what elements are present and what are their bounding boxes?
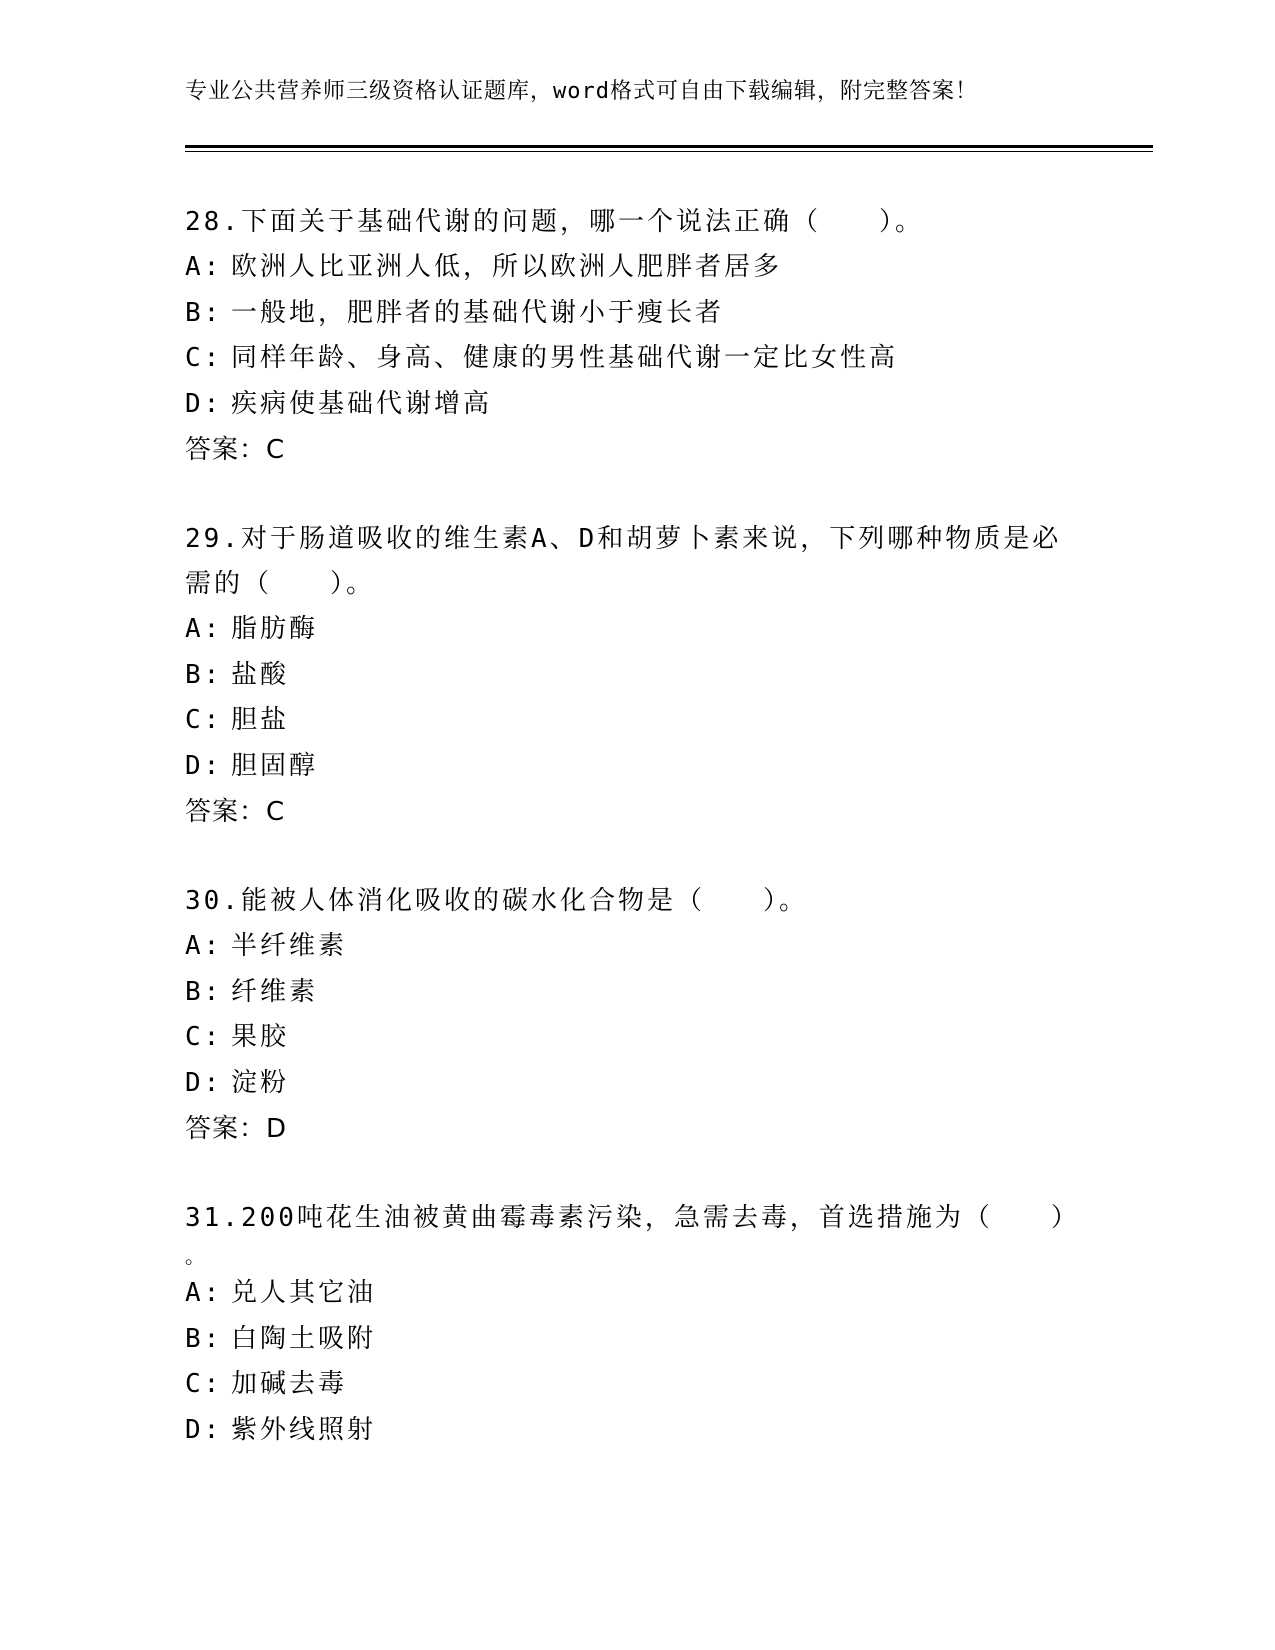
header-rule-thin [185, 151, 1153, 152]
option-text: 欧洲人比亚洲人低，所以欧洲人肥胖者居多 [231, 252, 783, 282]
question-stem [185, 1196, 1080, 1271]
question-stem [185, 200, 1075, 245]
option-text: 果胶 [231, 1022, 290, 1052]
option-text: 半纤维素 [231, 931, 348, 961]
option-key: D: [185, 1414, 223, 1445]
option-text: 兑人其它油 [231, 1278, 377, 1308]
option-text: 白陶土吸附 [231, 1323, 377, 1354]
option-key: B: [185, 1323, 223, 1354]
option-key: A: [185, 1278, 223, 1308]
option-text: 淀粉 [231, 1067, 290, 1098]
question-stem-text: 29.对于肠道吸收的维生素A、D和胡萝卜素来说，下列哪种物质是必需的（ ）。 [185, 524, 1062, 599]
question-stem-trail: 。 [185, 1244, 208, 1268]
option-key: D: [185, 1067, 223, 1098]
option-key: A: [185, 252, 223, 282]
option-b [185, 653, 1075, 699]
option-key: B: [185, 659, 223, 690]
option-b [185, 1317, 1075, 1363]
question-stem [185, 517, 1075, 607]
option-key: D: [185, 388, 223, 419]
option-key: A: [185, 931, 223, 961]
option-c [185, 1015, 1075, 1061]
question-stem-text: 30.能被人体消化吸收的碳水化合物是（ ）。 [185, 886, 808, 916]
option-key: C: [185, 705, 223, 735]
question-stem-text: 31.200吨花生油被黄曲霉毒素污染，急需去毒，首选措施为（ ） [185, 1203, 1080, 1233]
option-text: 脂肪酶 [231, 614, 319, 644]
question-31 [185, 1196, 1080, 1453]
option-c [185, 698, 1075, 744]
question-28 [185, 200, 1075, 473]
option-c [185, 336, 1075, 382]
option-key: B: [185, 297, 223, 328]
option-text: 胆盐 [231, 705, 290, 735]
answer-line: 答案：D [185, 1114, 288, 1144]
option-d [185, 1408, 1075, 1454]
option-text: 紫外线照射 [231, 1414, 377, 1445]
option-d [185, 382, 1075, 428]
option-text: 疾病使基础代谢增高 [231, 388, 493, 419]
page-header: 专业公共营养师三级资格认证题库，word格式可自由下载编辑，附完整答案！ [185, 79, 978, 104]
question-stem-text: 28.下面关于基础代谢的问题，哪一个说法正确（ ）。 [185, 207, 924, 237]
option-text: 一般地，肥胖者的基础代谢小于瘦长者 [231, 297, 725, 328]
option-a [185, 607, 1075, 653]
header-rule-thick [185, 145, 1153, 148]
option-key: A: [185, 614, 223, 644]
option-text: 加碱去毒 [231, 1369, 348, 1399]
option-d [185, 1061, 1075, 1107]
option-key: C: [185, 343, 223, 373]
option-key: C: [185, 1022, 223, 1052]
question-list [185, 200, 1080, 1497]
option-a [185, 245, 1075, 291]
option-a [185, 1271, 1075, 1317]
answer-line: 答案：C [185, 797, 286, 827]
option-text: 纤维素 [231, 976, 319, 1007]
option-b [185, 970, 1075, 1016]
question-stem [185, 879, 1075, 924]
question-30 [185, 879, 1075, 1152]
option-d [185, 744, 1075, 790]
option-a [185, 924, 1075, 970]
option-c [185, 1362, 1075, 1408]
question-29 [185, 517, 1075, 835]
option-b [185, 291, 1075, 337]
option-text: 同样年龄、身高、健康的男性基础代谢一定比女性高 [231, 343, 899, 373]
option-key: C: [185, 1369, 223, 1399]
answer-line: 答案：C [185, 435, 286, 465]
option-text: 胆固醇 [231, 750, 319, 781]
option-text: 盐酸 [231, 659, 290, 690]
option-key: D: [185, 750, 223, 781]
option-key: B: [185, 976, 223, 1007]
